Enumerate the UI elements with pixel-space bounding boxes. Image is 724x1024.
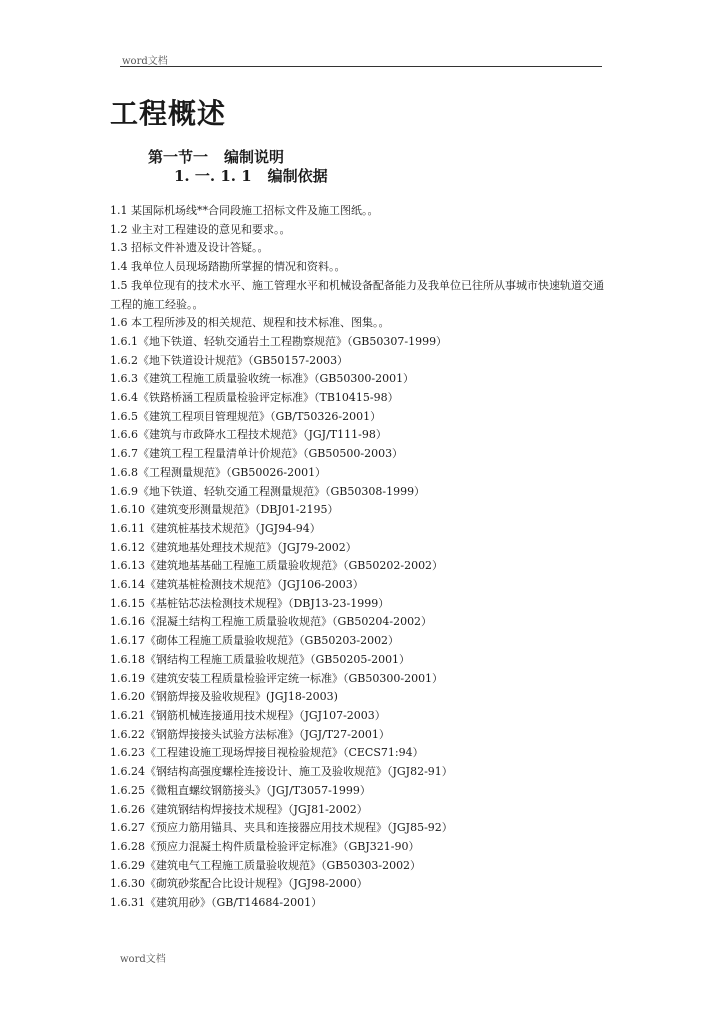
list-item: 1.6.10《建筑变形测量规范》（DBJ01-2195）: [110, 503, 339, 517]
list-item: 1.6.19《建筑安装工程质量检验评定统一标准》（GB50300-2001）: [110, 671, 444, 685]
page-footer: word文档: [120, 954, 166, 965]
list-item: 1.6.30《砌筑砂浆配合比设计规程》（JGJ98-2000）: [110, 877, 368, 891]
list-item: 1.5 我单位现有的技术水平、施工管理水平和机械设备配备能力及我单位已往所从事城市快速轨道交通工程的施工经验。。: [110, 278, 604, 311]
list-item: 1.6.13《建筑地基基础工程施工质量验收规范》（GB50202-2002）: [110, 559, 444, 573]
list-item: 1.6.12《建筑地基处理技术规范》（JGJ79-2002）: [110, 540, 357, 554]
list-item: 1.6.4《铁路桥涵工程质量检验评定标准》（TB10415-98）: [110, 391, 399, 405]
list-item: 1.6.2《地下铁道设计规范》（GB50157-2003）: [110, 353, 349, 367]
list-item: 1.6.21《钢筋机械连接通用技术规程》（JGJ107-2003）: [110, 708, 386, 722]
list-item: 1.6.1《地下铁道、轻轨交通岩土工程勘察规范》（GB50307-1999）: [110, 334, 448, 348]
list-item: 1.6.17《砌体工程施工质量验收规范》（GB50203-2002）: [110, 634, 400, 648]
list-item: 1.3 招标文件补遗及设计答疑。。: [110, 241, 269, 255]
list-item: 1.6.9《地下铁道、轻轨交通工程测量规范》（GB50308-1999）: [110, 484, 426, 498]
list-item: 1.1 某国际机场线**合同段施工招标文件及施工图纸。。: [110, 204, 379, 217]
list-item: 1.6 本工程所涉及的相关规范、规程和技术标准、图集。。: [110, 316, 390, 330]
list-item: 1.6.28《预应力混凝土构件质量检验评定标准》（GBJ321-90）: [110, 839, 420, 853]
list-item: 1.6.22《钢筋焊接接头试验方法标准》（JGJ/T27-2001）: [110, 727, 390, 741]
basis-list: [110, 202, 610, 913]
list-item: 1.6.24《钢结构高强度螺栓连接设计、施工及验收规范》（JGJ82-91）: [110, 765, 453, 779]
list-item: 1.6.23《工程建设施工现场焊接目视检验规范》（CECS71:94）: [110, 746, 424, 760]
list-item: 1.6.5《建筑工程项目管理规范》（GB/T50326-2001）: [110, 409, 382, 423]
subsection-label: 编制依据: [267, 167, 328, 185]
list-item: 1.6.8《工程测量规范》（GB50026-2001）: [110, 465, 327, 479]
list-item: 1.6.16《混凝土结构工程施工质量验收规范》（GB50204-2002）: [110, 615, 433, 629]
section-number: 第一节一: [148, 148, 209, 166]
list-item: 1.6.3《建筑工程施工质量验收统一标准》（GB50300-2001）: [110, 372, 415, 386]
header-text: word文档: [122, 56, 168, 67]
subsection-heading: [174, 165, 328, 186]
section-label: 编制说明: [224, 148, 285, 166]
list-item: 1.6.27《预应力筋用锚具、夹具和连接器应用技术规程》（JGJ85-92）: [110, 821, 453, 835]
subsection-number: 1. 一. 1. 1: [174, 167, 252, 185]
list-item: 1.6.14《建筑基桩检测技术规范》（JGJ106-2003）: [110, 578, 364, 592]
page-header: [120, 50, 602, 67]
section-heading: [148, 146, 284, 167]
list-item: 1.2 业主对工程建设的意见和要求。。: [110, 222, 291, 236]
list-item: 1.6.6《建筑与市政降水工程技术规范》（JGJ/T111-98）: [110, 428, 387, 442]
list-item: 1.6.18《钢结构工程施工质量验收规范》（GB50205-2001）: [110, 652, 411, 666]
list-item: 1.6.29《建筑电气工程施工质量验收规范》（GB50303-2002）: [110, 858, 422, 872]
list-item: 1.4 我单位人员现场踏勘所掌握的情况和资料。。: [110, 260, 346, 274]
list-item: 1.6.7《建筑工程工程量清单计价规范》（GB50500-2003）: [110, 447, 404, 461]
document-title: 工程概述: [110, 97, 227, 130]
list-item: 1.6.25《微粗直螺纹钢筋接头》（JGJ/T3057-1999）: [110, 783, 371, 797]
list-item: 1.6.26《建筑钢结构焊接技术规程》（JGJ81-2002）: [110, 802, 368, 816]
list-item: 1.6.11《建筑桩基技术规范》（JGJ94-94）: [110, 521, 321, 535]
list-item: 1.6.15《基桩钻芯法检测技术规程》（DBJ13-23-1999）: [110, 596, 390, 610]
list-item: 1.6.31《建筑用砂》（GB/T14684-2001）: [110, 896, 323, 910]
list-item: 1.6.20《钢筋焊接及验收规程》(JGJ18-2003): [110, 690, 338, 704]
